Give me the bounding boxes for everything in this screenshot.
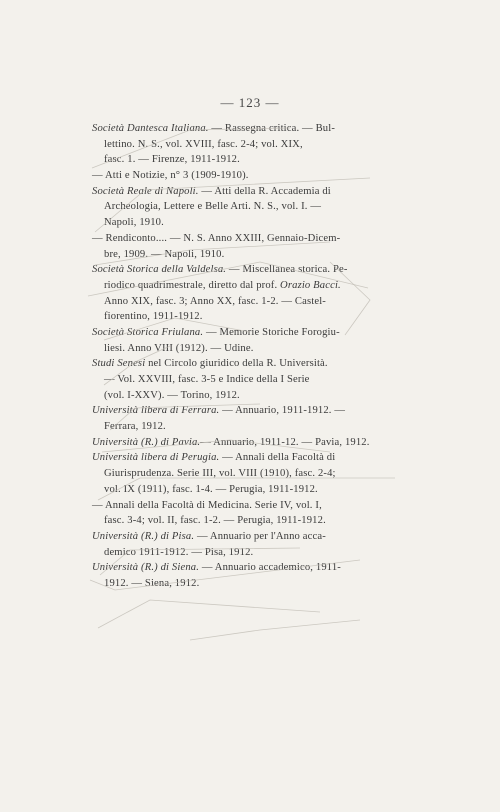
page-number: — 123 —	[220, 95, 280, 110]
text-line	[92, 498, 392, 514]
italic-text-span: Università (R.) di Pisa.	[92, 530, 195, 542]
text-line	[92, 513, 392, 529]
pencil-stroke	[190, 620, 360, 640]
text-span: — Annali della Facoltà di	[219, 452, 336, 464]
italic-text-span: Società Storica della Valdelsa.	[92, 264, 227, 276]
text-line	[92, 278, 392, 294]
text-line	[92, 576, 392, 592]
text-line	[92, 403, 392, 419]
text-span: (vol. I-XXV). — Torino, 1912.	[104, 389, 240, 401]
italic-text-span: Società Dantesca Italiana.	[92, 123, 209, 134]
text-span: — Annali della Facoltà di Medicina. Serie IV, vol. I,	[92, 499, 322, 511]
italic-text-span: Società Reale di Napoli.	[92, 185, 199, 197]
text-line	[92, 309, 392, 325]
text-span: Anno XIX, fasc. 3; Anno XX, fasc. 1-2. — Castel-	[104, 295, 326, 307]
text-line	[92, 419, 392, 435]
italic-text-span: Studi Senesi	[92, 358, 146, 370]
text-line	[92, 121, 392, 137]
text-line	[92, 482, 392, 498]
pencil-stroke	[98, 600, 320, 628]
text-line	[92, 215, 392, 231]
text-span: — Vol. XXVIII, fasc. 3-5 e Indice della I Serie	[104, 374, 310, 385]
italic-text-span: Università libera di Ferrara.	[92, 405, 220, 417]
text-line	[92, 560, 392, 576]
text-line	[92, 199, 392, 215]
text-span: Ferrara, 1912.	[104, 421, 166, 433]
text-span: lettino. N. S., vol. XVIII, fasc. 2-4; vol. XIX,	[104, 138, 303, 150]
text-span: — Miscellanea storica. Pe-	[226, 264, 348, 276]
text-line	[92, 545, 392, 561]
text-span: — Annuario accademico, 1911-	[199, 562, 341, 574]
text-line	[92, 262, 392, 278]
text-span: — Annuario, 1911-1912. —	[219, 405, 346, 417]
text-line	[92, 325, 392, 341]
text-span: fiorentino, 1911-1912.	[104, 311, 203, 323]
italic-text-span: Università (R.) di Pavia.	[92, 436, 201, 448]
text-span: fasc. 3-4; vol. II, fasc. 1-2. — Perugia, 1911-1912.	[104, 515, 326, 527]
italic-text-span: Orazio Bacci.	[280, 279, 341, 291]
text-line	[92, 388, 392, 404]
text-span: Archeologia, Lettere e Belle Arti. N. S., vol. I. —	[104, 201, 322, 213]
italic-text-span: Università (R.) di Siena.	[92, 562, 200, 574]
text-line	[92, 168, 392, 184]
text-span: — Memorie Storiche Forogiu-	[203, 326, 340, 338]
text-span: riodico quadrimestrale, diretto dal prof.	[104, 279, 281, 291]
text-line	[92, 529, 392, 545]
text-span: bre, 1909. — Napoli, 1910.	[104, 248, 225, 260]
text-span: demico 1911-1912. — Pisa, 1912.	[104, 546, 254, 558]
text-span: — Atti e Notizie, n° 3 (1909-1910).	[92, 170, 249, 182]
text-line	[92, 450, 392, 466]
text-line	[92, 184, 392, 200]
text-line	[92, 356, 392, 372]
italic-text-span: Società Storica Friulana.	[92, 326, 204, 338]
text-line	[92, 341, 392, 357]
text-span: nel Circolo giuridico della R. Università.	[145, 358, 328, 370]
text-line	[92, 137, 392, 153]
text-line	[92, 372, 392, 388]
text-span: Napoli, 1910.	[104, 217, 164, 229]
text-span: vol. IX (1911), fasc. 1-4. — Perugia, 1911-1912.	[104, 483, 318, 495]
text-span: — Atti della R. Accademia di	[198, 185, 331, 197]
text-line	[92, 247, 392, 263]
text-span: liesi. Anno VIII (1912). — Udine.	[104, 342, 254, 354]
text-span: — Annuario, 1911-12. — Pavia, 1912.	[200, 436, 370, 448]
text-span: 1912. — Siena, 1912.	[104, 577, 200, 589]
italic-text-span: Università libera di Perugia.	[92, 452, 220, 464]
bibliography-list	[92, 121, 392, 592]
text-line	[92, 152, 392, 168]
text-line	[92, 231, 392, 247]
text-line	[92, 466, 392, 482]
text-span: — Rendiconto.... — N. S. Anno XXIII, Gennaio-Dicem-	[92, 232, 341, 244]
text-span: — Annuario per l'Anno acca-	[194, 530, 326, 542]
text-span: Giurisprudenza. Serie III, vol. VIII (1910), fasc. 2-4;	[104, 468, 336, 480]
text-span: — Rassegna critica. — Bul-	[208, 123, 336, 134]
text-line	[92, 294, 392, 310]
text-span: fasc. 1. — Firenze, 1911-1912.	[104, 154, 240, 166]
text-line	[92, 435, 392, 451]
